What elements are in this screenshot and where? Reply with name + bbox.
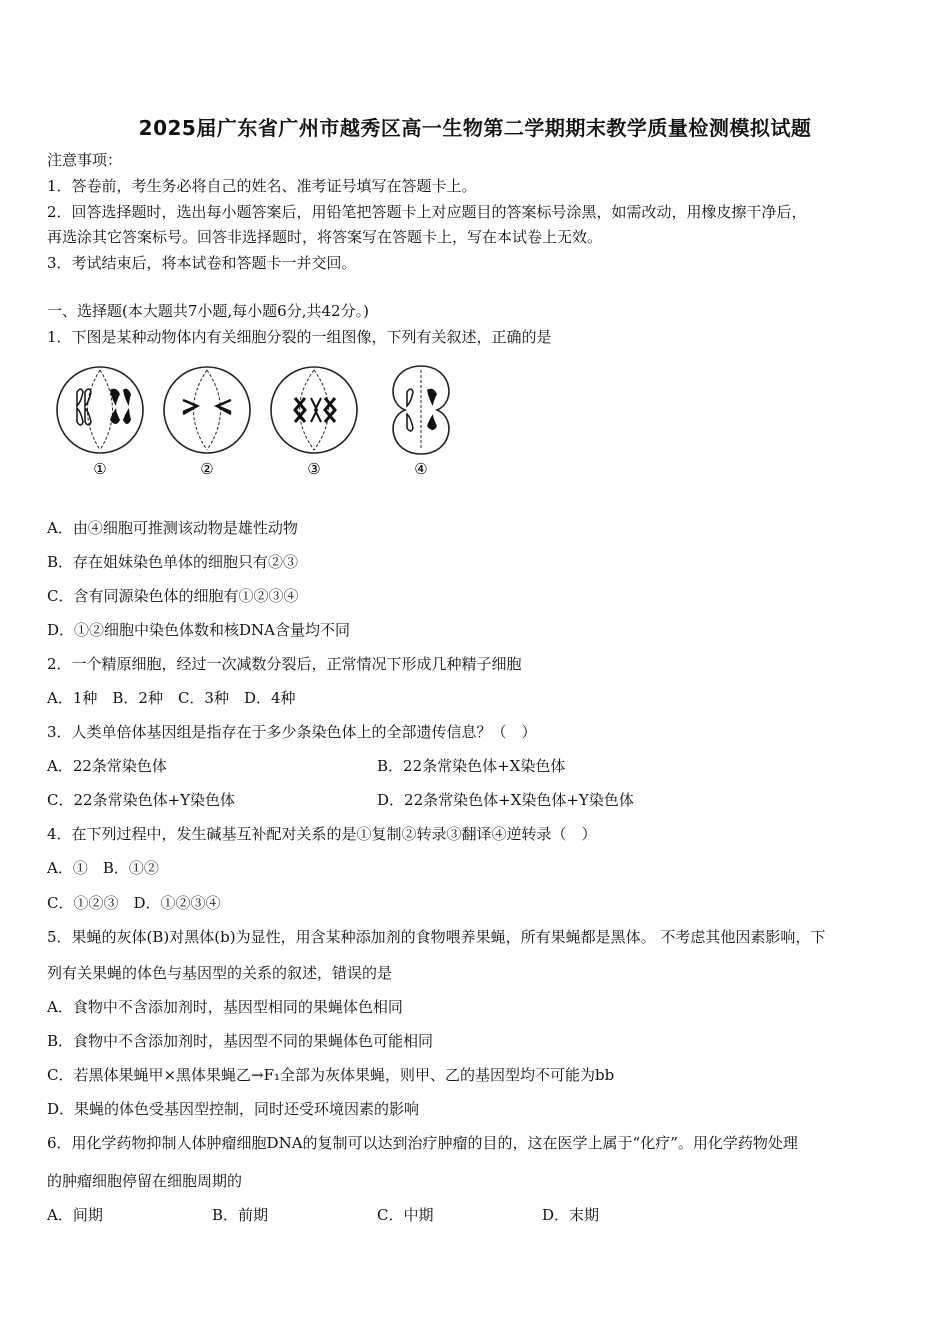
option-a: A．食物中不含添加剂时，基因型相同的果蝇体色相同 xyxy=(47,998,403,1016)
section-heading: 一、选择题(本大题共7小题,每小题6分,共42分。) xyxy=(47,302,369,320)
question-stem: 6．用化学药物抑制人体肿瘤细胞DNA的复制可以达到治疗肿瘤的目的，这在医学上属于“化疗”。用化学药物处理 xyxy=(47,1134,798,1152)
option-b: B．存在姐妹染色单体的细胞只有②③ xyxy=(47,553,299,571)
figure-label-1: ① xyxy=(93,460,107,478)
option-d: D．末期 xyxy=(542,1206,600,1224)
option-d: D．①②细胞中染色体数和核DNA含量均不同 xyxy=(47,621,351,639)
cell-division-figure xyxy=(55,362,465,482)
figure-label-3: ③ xyxy=(307,460,321,478)
options-row: C．①②③ D．①②③④ xyxy=(47,894,221,912)
option-c: C．含有同源染色体的细胞有①②③④ xyxy=(47,587,299,605)
option-a: A．22条常染色体 xyxy=(47,757,167,775)
figure-label-2: ② xyxy=(200,460,214,478)
page-title: 2025届广东省广州市越秀区高一生物第二学期期末教学质量检测模拟试题 xyxy=(138,116,812,140)
question-stem: 1．下图是某种动物体内有关细胞分裂的一组图像，下列有关叙述，正确的是 xyxy=(47,328,552,346)
notice-item: 再选涂其它答案标号。回答非选择题时，将答案写在答题卡上，写在本试卷上无效。 xyxy=(47,228,603,246)
notice-item: 3．考试结束后，将本试卷和答题卡一并交回。 xyxy=(47,254,357,272)
question-stem-cont: 的肿瘤细胞停留在细胞周期的 xyxy=(47,1172,243,1190)
options-row: A．① B．①② xyxy=(47,859,159,877)
option-d: D．果蝇的体色受基因型控制，同时还受环境因素的影响 xyxy=(47,1100,420,1118)
figure-label-4: ④ xyxy=(414,460,428,478)
question-stem: 5．果蝇的灰体(B)对黑体(b)为显性，用含某种添加剂的食物喂养果蝇，所有果蝇都是黑体。 不考虑其他因素影响，下 xyxy=(47,928,826,946)
notice-item: 1．答卷前，考生务必将自己的姓名、准考证号填写在答题卡上。 xyxy=(47,177,477,195)
option-c: C．若黑体果蝇甲×黑体果蝇乙→F₁全部为灰体果蝇，则甲、乙的基因型均不可能为bb xyxy=(47,1066,615,1084)
question-stem: 4．在下列过程中，发生碱基互补配对关系的是①复制②转录③翻译④逆转录（ ） xyxy=(47,825,597,843)
notice-item: 2．回答选择题时，选出每小题答案后，用铅笔把答题卡上对应题目的答案标号涂黑，如需改动，用橡皮擦干净后， xyxy=(47,203,807,221)
option-a: A．间期 xyxy=(47,1206,103,1224)
option-b: B．22条常染色体+X染色体 xyxy=(377,757,566,775)
question-stem: 3．人类单倍体基因组是指存在于多少条染色体上的全部遗传信息？（ ） xyxy=(47,723,537,741)
option-b: B．食物中不含添加剂时，基因型不同的果蝇体色可能相同 xyxy=(47,1032,434,1050)
option-d: D．22条常染色体+X染色体+Y染色体 xyxy=(377,791,634,809)
option-c: C．22条常染色体+Y染色体 xyxy=(47,791,236,809)
notice-heading: 注意事项： xyxy=(47,151,123,169)
option-c: C．中期 xyxy=(377,1206,434,1224)
question-stem-cont: 列有关果蝇的体色与基因型的关系的叙述，错误的是 xyxy=(47,964,393,982)
options-row: A．1种 B．2种 C．3种 D．4种 xyxy=(47,689,296,707)
option-b: B．前期 xyxy=(212,1206,269,1224)
option-a: A．由④细胞可推测该动物是雄性动物 xyxy=(47,519,298,537)
question-stem: 2．一个精原细胞，经过一次减数分裂后，正常情况下形成几种精子细胞 xyxy=(47,655,522,673)
